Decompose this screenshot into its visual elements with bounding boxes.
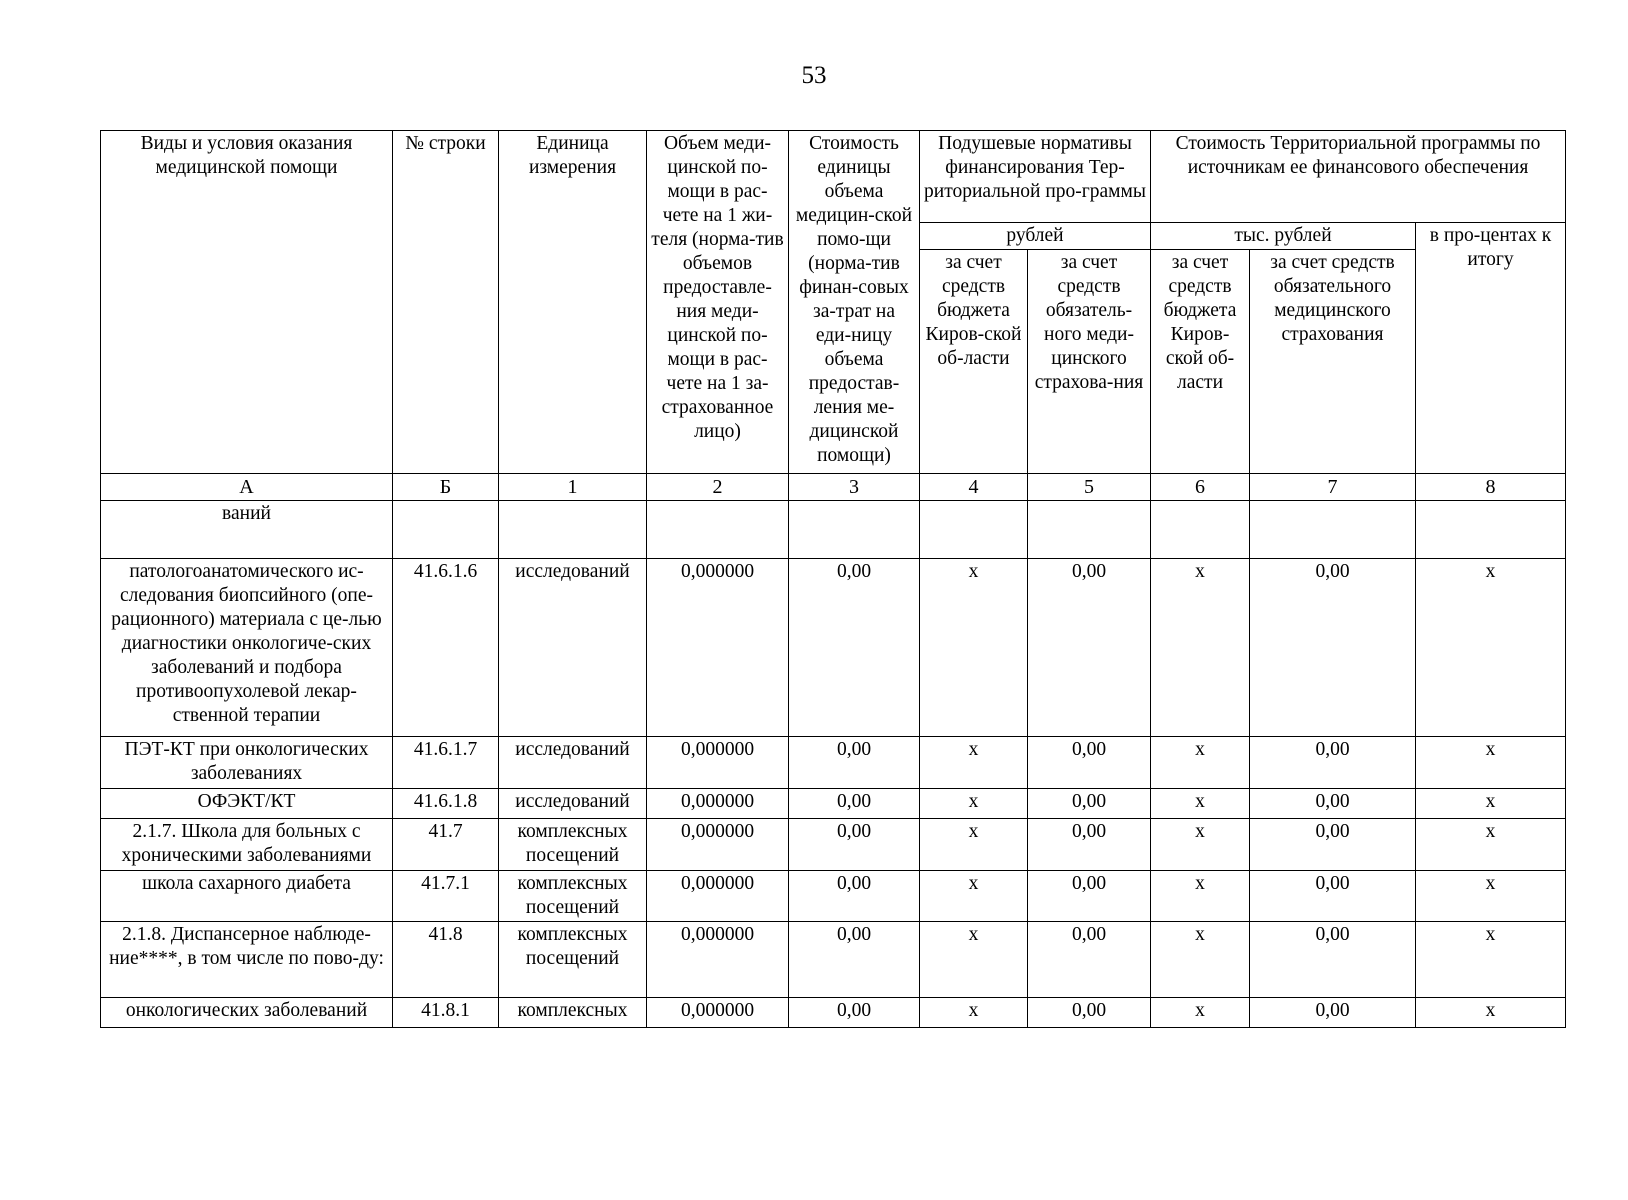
row-unit: комплексных посещений: [499, 922, 647, 998]
row-name: ваний: [101, 501, 393, 559]
row-unit: исследований: [499, 559, 647, 737]
row-c4: х: [920, 998, 1028, 1028]
table-row: [101, 871, 1566, 922]
row-c4: [920, 501, 1028, 559]
row-volume: [647, 501, 789, 559]
row-number: 41.8: [393, 922, 499, 998]
column-number: А: [101, 474, 393, 501]
header-percapita-budget: за счет средств бюджета Киров-ской об-ласти: [920, 250, 1028, 474]
row-volume: 0,000000: [647, 871, 789, 922]
column-number: 1: [499, 474, 647, 501]
row-c5: 0,00: [1028, 789, 1151, 819]
row-volume: 0,000000: [647, 737, 789, 789]
column-number: 3: [789, 474, 920, 501]
table-row: [101, 922, 1566, 998]
header-program-cost-group: Стоимость Территориальной программы по источникам ее финансового обеспечения: [1151, 131, 1566, 223]
header-unit-cost: Стоимость единицы объема медицин-ской помо-щи (норма-тив финан-совых за-трат на еди-ницу объема предостав-ления ме-дицинской помощи): [789, 131, 920, 474]
row-c6: х: [1151, 789, 1250, 819]
row-cost: 0,00: [789, 819, 920, 871]
column-number: 4: [920, 474, 1028, 501]
row-name: школа сахарного диабета: [101, 871, 393, 922]
row-c7: 0,00: [1250, 789, 1416, 819]
row-cost: [789, 501, 920, 559]
column-number-row: [101, 474, 1566, 501]
header-type-conditions: Виды и условия оказания медицинской помощи: [101, 131, 393, 474]
program-cost-table: [100, 130, 1566, 1028]
row-c6: х: [1151, 922, 1250, 998]
row-number: 41.6.1.7: [393, 737, 499, 789]
row-name: 2.1.8. Диспансерное наблюде-ние****, в том числе по пово-ду:: [101, 922, 393, 998]
table-row: [101, 819, 1566, 871]
row-c6: х: [1151, 819, 1250, 871]
table-row: [101, 789, 1566, 819]
row-c8: х: [1416, 998, 1566, 1028]
row-unit: комплексных посещений: [499, 819, 647, 871]
row-c5: 0,00: [1028, 559, 1151, 737]
row-c7: 0,00: [1250, 871, 1416, 922]
header-unit-thousand-rub: тыс. рублей: [1151, 223, 1416, 250]
row-volume: 0,000000: [647, 922, 789, 998]
row-number: 41.7.1: [393, 871, 499, 922]
row-name: патологоанатомического ис-следования биопсийного (опе-рационного) материала с це-лью диагностики онкологиче-ских заболеваний и подбора противоопухолевой лекар-ственной терапии: [101, 559, 393, 737]
row-c5: 0,00: [1028, 998, 1151, 1028]
row-unit: исследований: [499, 737, 647, 789]
header-unit: Единица измерения: [499, 131, 647, 474]
header-unit-rub: рублей: [920, 223, 1151, 250]
header-row-number: № строки: [393, 131, 499, 474]
table-row: [101, 559, 1566, 737]
row-c7: 0,00: [1250, 737, 1416, 789]
row-unit: [499, 501, 647, 559]
row-c7: 0,00: [1250, 819, 1416, 871]
row-volume: 0,000000: [647, 789, 789, 819]
row-c5: [1028, 501, 1151, 559]
page-number: 53: [801, 62, 827, 89]
row-c6: [1151, 501, 1250, 559]
header-percent-of-total: в про-центах к итогу: [1416, 223, 1566, 474]
row-c5: 0,00: [1028, 871, 1151, 922]
row-c6: х: [1151, 559, 1250, 737]
row-number: 41.6.1.6: [393, 559, 499, 737]
row-c7: 0,00: [1250, 998, 1416, 1028]
row-c4: х: [920, 789, 1028, 819]
column-number: 2: [647, 474, 789, 501]
row-number: 41.7: [393, 819, 499, 871]
row-c7: 0,00: [1250, 559, 1416, 737]
row-name: ОФЭКТ/КТ: [101, 789, 393, 819]
row-cost: 0,00: [789, 922, 920, 998]
row-volume: 0,000000: [647, 998, 789, 1028]
column-number: 6: [1151, 474, 1250, 501]
row-c6: х: [1151, 998, 1250, 1028]
row-name: ПЭТ-КТ при онкологических заболеваниях: [101, 737, 393, 789]
row-c4: х: [920, 922, 1028, 998]
table-row: [101, 998, 1566, 1028]
row-volume: 0,000000: [647, 559, 789, 737]
row-cost: 0,00: [789, 737, 920, 789]
row-cost: 0,00: [789, 871, 920, 922]
row-c5: 0,00: [1028, 737, 1151, 789]
header-per-capita-group: Подушевые нормативы финансирования Тер-риториальной про-граммы: [920, 131, 1151, 223]
row-c8: [1416, 501, 1566, 559]
column-number: 7: [1250, 474, 1416, 501]
row-unit: комплексных посещений: [499, 871, 647, 922]
row-c4: х: [920, 871, 1028, 922]
row-c4: х: [920, 559, 1028, 737]
header-percapita-oms: за счет средств обязатель-ного меди-цинского страхова-ния: [1028, 250, 1151, 474]
row-c8: х: [1416, 871, 1566, 922]
row-number: 41.6.1.8: [393, 789, 499, 819]
row-c7: 0,00: [1250, 922, 1416, 998]
row-unit: исследований: [499, 789, 647, 819]
column-number: Б: [393, 474, 499, 501]
header-volume: Объем меди-цинской по-мощи в рас-чете на 1 жи-теля (норма-тив объемов предоставле-ния меди-цинской по-мощи в рас-чете на 1 за-страхованное лицо): [647, 131, 789, 474]
row-volume: 0,000000: [647, 819, 789, 871]
row-unit: комплексных: [499, 998, 647, 1028]
header-cost-budget: за счет средств бюджета Киров-ской об-ласти: [1151, 250, 1250, 474]
header-cost-oms: за счет средств обязательного медицинского страхования: [1250, 250, 1416, 474]
row-c8: х: [1416, 559, 1566, 737]
row-c8: х: [1416, 819, 1566, 871]
row-number: [393, 501, 499, 559]
row-c4: х: [920, 737, 1028, 789]
row-c7: [1250, 501, 1416, 559]
row-c4: х: [920, 819, 1028, 871]
row-c8: х: [1416, 922, 1566, 998]
row-c5: 0,00: [1028, 922, 1151, 998]
row-name: 2.1.7. Школа для больных с хроническими заболеваниями: [101, 819, 393, 871]
column-number: 5: [1028, 474, 1151, 501]
row-c5: 0,00: [1028, 819, 1151, 871]
row-number: 41.8.1: [393, 998, 499, 1028]
row-c8: х: [1416, 737, 1566, 789]
row-c8: х: [1416, 789, 1566, 819]
row-name: онкологических заболеваний: [101, 998, 393, 1028]
table-row: [101, 501, 1566, 559]
row-c6: х: [1151, 871, 1250, 922]
row-cost: 0,00: [789, 998, 920, 1028]
table-row: [101, 737, 1566, 789]
column-number: 8: [1416, 474, 1566, 501]
row-c6: х: [1151, 737, 1250, 789]
row-cost: 0,00: [789, 789, 920, 819]
row-cost: 0,00: [789, 559, 920, 737]
